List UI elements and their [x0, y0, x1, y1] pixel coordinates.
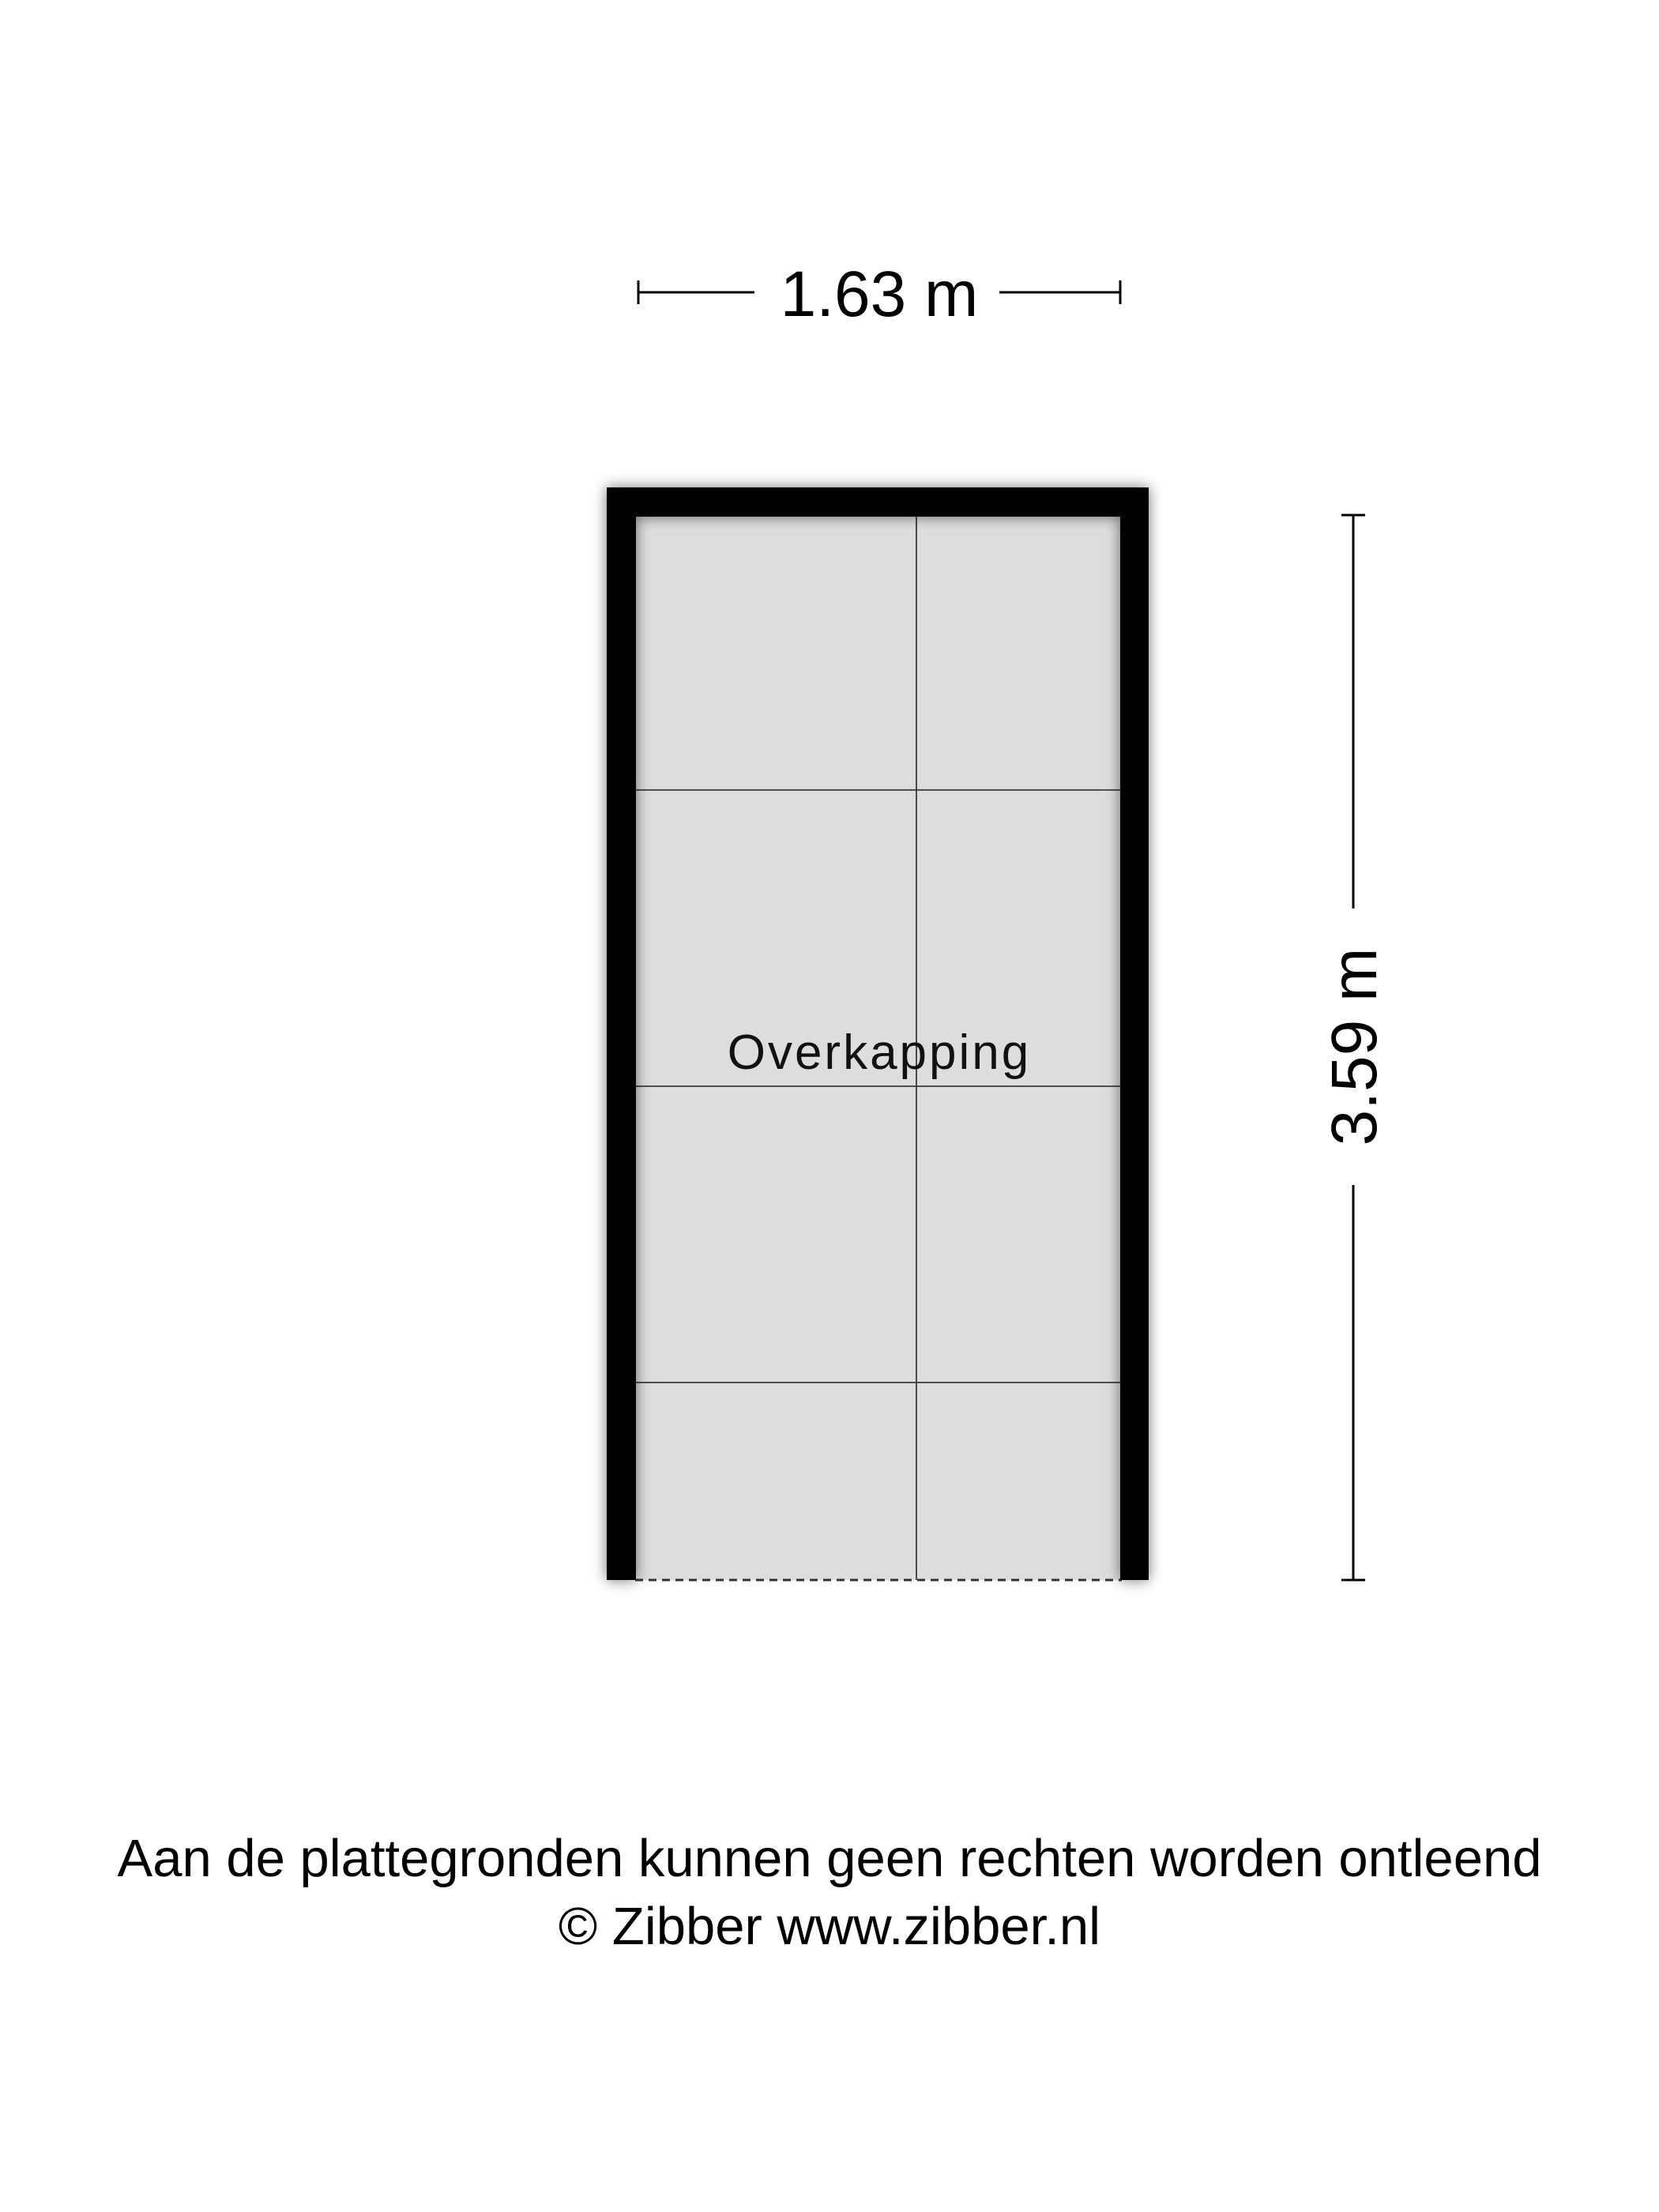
wall-right: [1120, 487, 1149, 1580]
width-dimension: [638, 258, 1120, 330]
width-dimension-label: 1.63 m: [780, 258, 979, 330]
height-dimension: [1319, 515, 1390, 1580]
copyright-text: © Zibber www.zibber.nl: [558, 1897, 1101, 1956]
disclaimer-text: Aan de plattegronden kunnen geen rechten worden ontleend: [117, 1829, 1542, 1888]
footer-disclaimer: [0, 1825, 1659, 1961]
room-label: Overkapping: [727, 1025, 1032, 1080]
wall-left: [607, 487, 636, 1580]
wall-top: [607, 487, 1149, 517]
height-dimension-label: 3.59 m: [1319, 947, 1390, 1146]
